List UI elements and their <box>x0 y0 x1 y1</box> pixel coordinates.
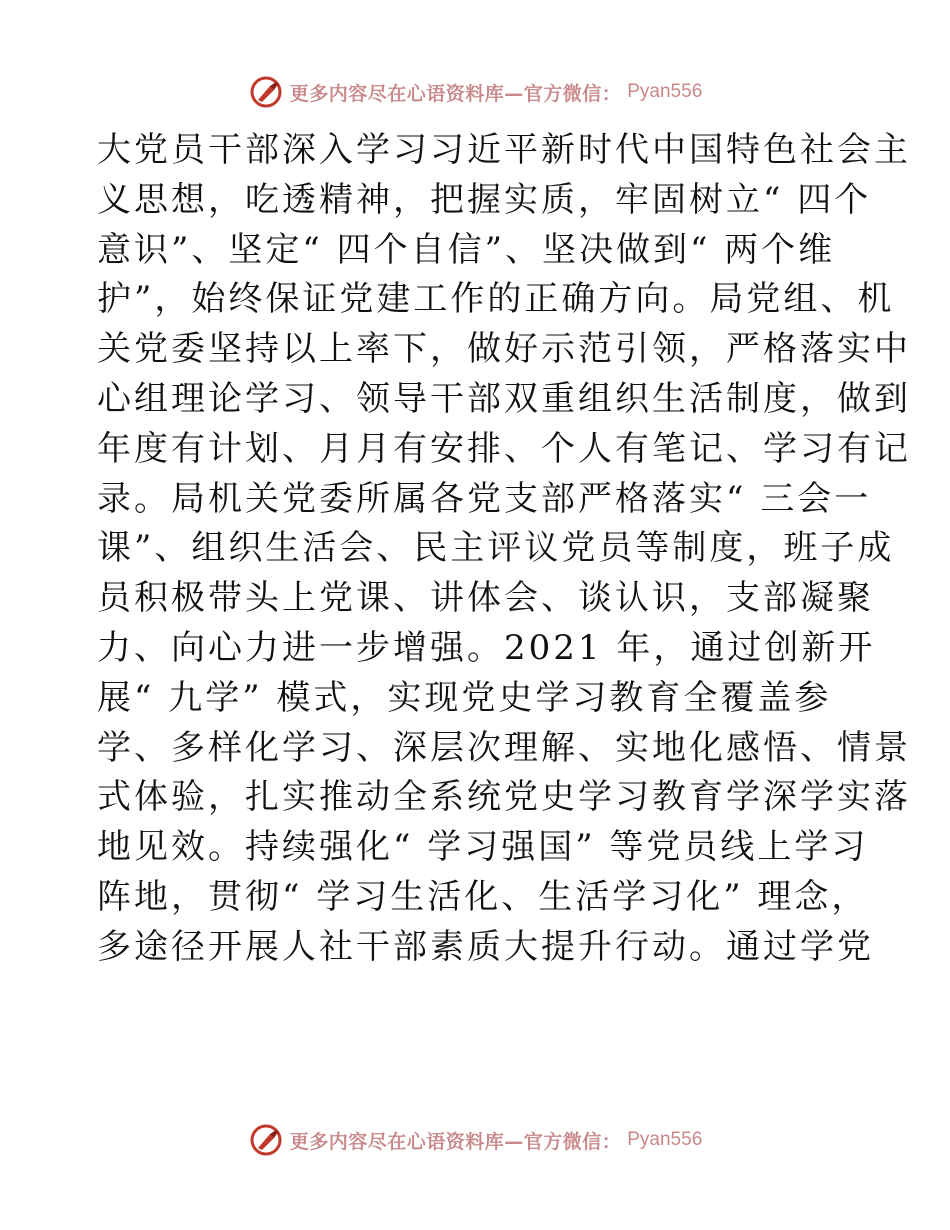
body-line: 心组理论学习、领导干部双重组织生活制度，做到 <box>97 378 911 419</box>
body-line: 关党委坚持以上率下，做好示范引领，严格落实中 <box>97 329 911 370</box>
body-line: 展“ 九学” 模式，实现党史学习教育全覆盖参 <box>97 677 832 718</box>
watermark-text: 更多内容尽在心语资料库—官方微信： <box>289 1130 622 1153</box>
pen-nib-circle-icon <box>248 1122 284 1158</box>
footer-watermark <box>0 1120 950 1160</box>
body-line: 课”、组织生活会、民主评议党员等制度，班子成 <box>97 528 895 569</box>
body-line: 学、多样化学习、深层次理解、实地化感悟、情景 <box>97 727 911 768</box>
body-line: 阵地，贯彻“ 学习生活化、生活学习化” 理念， <box>97 876 869 917</box>
watermark-wechat-id: Pyan556 <box>627 1129 703 1150</box>
watermark-wechat-id: Pyan556 <box>627 81 703 102</box>
body-line: 义思想，吃透精神，把握实质，牢固树立“ 四个 <box>97 179 872 220</box>
body-line: 录。局机关党委所属各党支部严格落实“ 三会一 <box>97 478 872 519</box>
document-body <box>97 126 911 973</box>
pen-nib-circle-icon <box>248 74 284 110</box>
body-line: 护”，始终保证党建工作的正确方向。局党组、机 <box>97 279 895 320</box>
watermark-text: 更多内容尽在心语资料库—官方微信： <box>289 82 622 105</box>
body-line: 式体验，扎实推动全系统党史学习教育学深学实落 <box>97 777 911 818</box>
body-line: 意识”、坚定“ 四个自信”、坚决做到“ 两个维 <box>97 229 836 270</box>
header-watermark <box>0 72 950 112</box>
body-line: 地见效。持续强化“ 学习强国” 等党员线上学习 <box>97 827 869 868</box>
body-line: 多途径开展人社干部素质大提升行动。通过学党 <box>97 926 874 967</box>
body-line: 员积极带头上党课、讲体会、谈认识，支部凝聚 <box>97 578 874 619</box>
body-line: 年度有计划、月月有安排、个人有笔记、学习有记 <box>97 428 911 469</box>
body-line: 大党员干部深入学习习近平新时代中国特色社会主 <box>97 130 911 170</box>
body-line: 力、向心力进一步增强。2021 年，通过创新开 <box>97 627 876 668</box>
